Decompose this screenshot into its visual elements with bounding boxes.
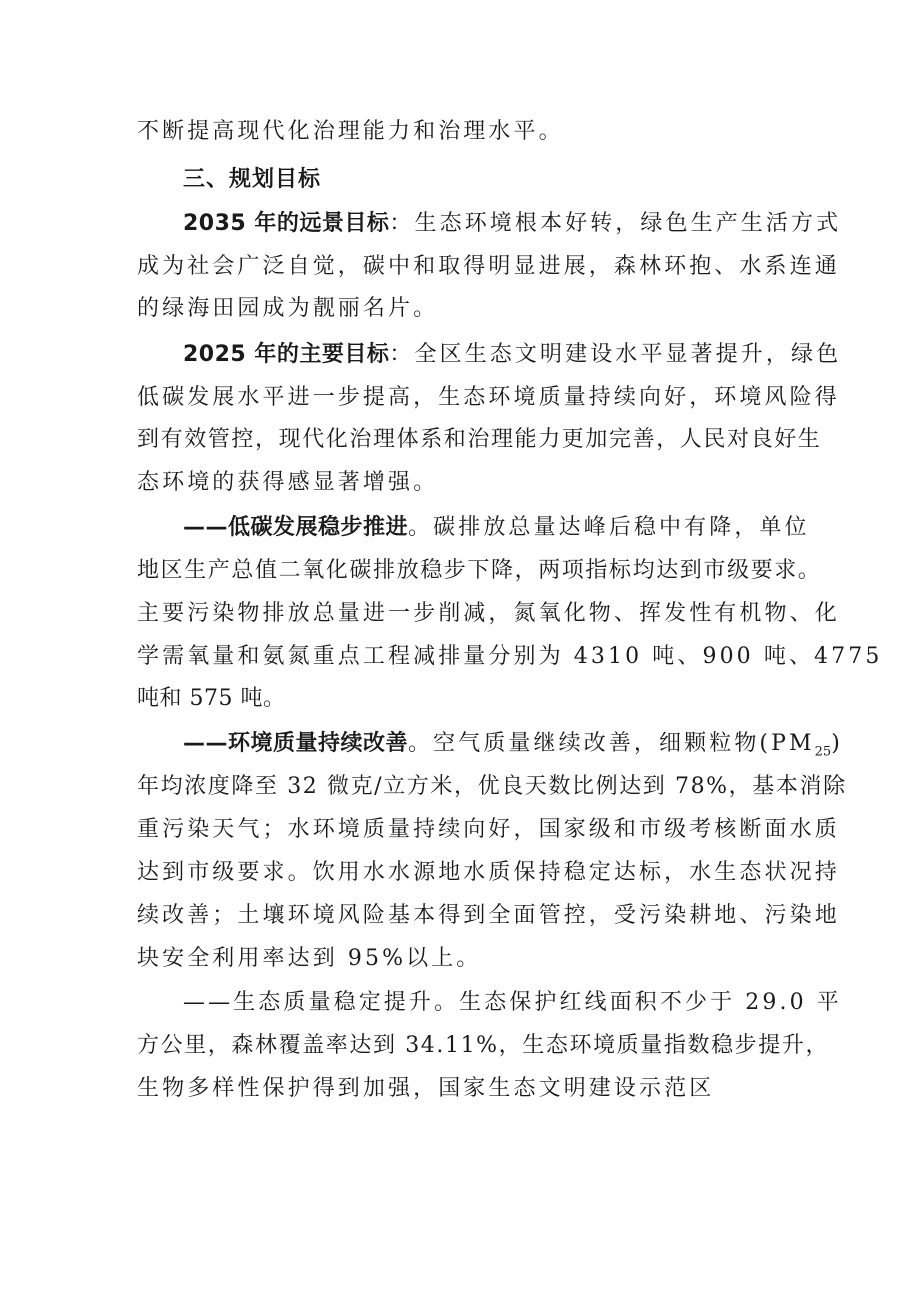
text-line: 生物多样性保护得到加强，国家生态文明建设示范区	[137, 1076, 715, 1101]
text-line: 重污染天气；水环境质量持续向好，国家级和市级考核断面水质	[137, 817, 840, 842]
text-span: )	[831, 731, 843, 756]
paragraph-main-first-line	[183, 340, 841, 370]
text-span: ：全区生态文明建设水平显著提升，绿色	[389, 342, 842, 367]
text-line: 续改善；土壤环境风险基本得到全面管控，受污染耕地、污染地	[137, 903, 840, 928]
text-span: ：生态环境根本好转，绿色生产生活方式	[389, 211, 842, 236]
pm-subscript: 25	[814, 744, 832, 760]
text-line: 低碳发展水平进一步提高，生态环境质量持续向好，环境风险得	[137, 385, 840, 410]
paragraph-env-first-line	[183, 729, 843, 759]
paragraph-carbon-first-line	[183, 513, 810, 543]
text-line: 不断提高现代化治理能力和治理水平。	[137, 119, 564, 144]
text-line: 吨和 575 吨。	[137, 686, 286, 711]
text-line: 地区生产总值二氧化碳排放稳步下降，两项指标均达到市级要求。	[137, 558, 822, 583]
text-line: 成为社会广泛自觉，碳中和取得明显进展，森林环抱、水系连通	[137, 254, 840, 279]
main-lead: 2025 年的主要目标	[183, 342, 390, 367]
carbon-lead: ——低碳发展稳步推进	[183, 515, 409, 540]
text-line: 达到市级要求。饮用水水源地水质保持稳定达标，水生态状况持	[137, 860, 840, 885]
text-line: 的绿海田园成为靓丽名片。	[137, 296, 439, 321]
vision-lead: 2035 年的远景目标	[183, 211, 390, 236]
env-lead: ——环境质量持续改善	[183, 731, 409, 756]
paragraph-vision-first-line	[183, 209, 841, 239]
text-line: 方公里，森林覆盖率达到 34.11%，生态环境质量指数稳步提升，	[137, 1033, 830, 1058]
text-line: 态环境的获得感显著增强。	[137, 470, 439, 495]
text-line: 学需氧量和氨氮重点工程减排量分别为 4310 吨、900 吨、4775	[137, 644, 883, 669]
text-span: 。空气质量继续改善，细颗粒物(PM	[408, 731, 815, 756]
text-span: 。碳排放总量达峰后稳中有降，单位	[408, 515, 810, 540]
text-line: 年均浓度降至 32 微克/立方米，优良天数比例达到 78%，基本消除	[137, 774, 847, 799]
paragraph-eco-first-line: ——生态质量稳定提升。生态保护红线面积不少于 29.0 平	[183, 990, 842, 1015]
text-line: 主要污染物排放总量进一步削减，氮氧化物、挥发性有机物、化	[137, 601, 840, 626]
text-line: 到有效管控，现代化治理体系和治理能力更加完善，人民对良好生	[137, 427, 822, 452]
section-heading: 三、规划目标	[183, 167, 322, 192]
text-line: 块安全利用率达到 95%以上。	[137, 946, 482, 971]
